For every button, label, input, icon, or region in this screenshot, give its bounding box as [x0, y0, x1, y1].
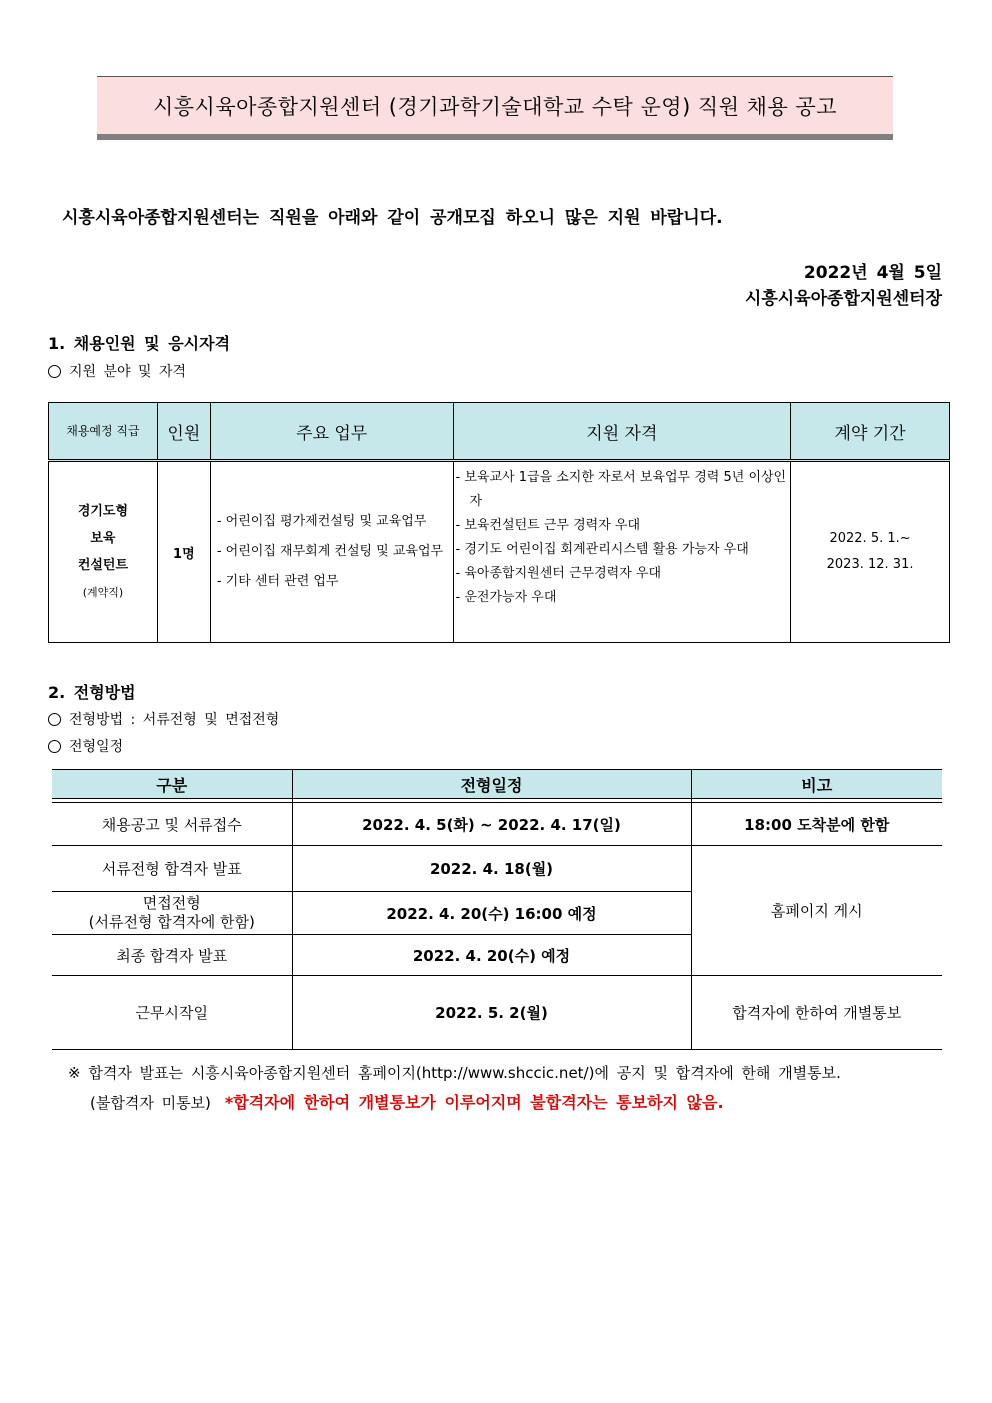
table-row: 최종 합격자 발표 2022. 4. 20(수) 예정: [52, 935, 942, 976]
header-qualifications: 지원 자격: [453, 403, 791, 461]
table-row: 채용공고 및 서류접수 2022. 4. 5(화) ~ 2022. 4. 17(일) 18:00 도착분에 한함: [52, 803, 942, 846]
section1-bullet: 지원 분야 및 자격: [48, 361, 186, 381]
recruitment-table: [48, 402, 950, 643]
list-item: - 보육교사 1급을 소지한 자로서 보육업무 경력 5년 이상인 자: [455, 470, 787, 509]
table-header-row: [49, 403, 950, 461]
header-schedule: 전형일정: [292, 770, 691, 799]
header-duties: 주요 업무: [210, 403, 453, 461]
header-remarks: 비고: [691, 770, 942, 799]
qualifications-cell: [453, 461, 791, 643]
section2-heading: 2. 전형방법: [48, 683, 136, 702]
header-period: 계약 기간: [791, 403, 950, 461]
circle-bullet-icon: [48, 713, 61, 726]
table-row: 서류전형 합격자 발표 2022. 4. 18(월) 홈페이지 게시: [52, 846, 942, 892]
list-item: - 보육컨설턴트 근무 경력자 우대: [455, 518, 641, 533]
header-category: 구분: [52, 770, 292, 799]
list-item: - 어린이집 평가제컨설팅 및 교육업무: [216, 514, 427, 529]
section2-bullet-schedule: 전형일정: [48, 736, 123, 756]
table-row: 근무시작일 2022. 5. 2(월) 합격자에 한하여 개별통보: [52, 976, 942, 1050]
header-position: 채용예정 직급: [49, 403, 158, 461]
duties-cell: [210, 461, 453, 643]
count-cell: 1명: [157, 461, 210, 643]
period-cell: 2022. 5. 1.~ 2023. 12. 31.: [791, 461, 950, 643]
note-rejected: (불합격자 미통보) *합격자에 한하여 개별통보가 이루어지며 불합격자는 통보하지 않음.: [90, 1093, 724, 1112]
list-item: - 육아종합지원센터 근무경력자 우대: [455, 566, 662, 581]
list-item: - 운전가능자 우대: [455, 590, 557, 605]
table-header-row: [52, 770, 942, 799]
notice-date: 2022년 4월 5일: [803, 263, 942, 283]
table-row: [49, 461, 950, 643]
position-cell: 경기도형 보육 컨설턴트 (계약직): [49, 461, 158, 643]
section1-heading: 1. 채용인원 및 응시자격: [48, 334, 231, 353]
list-item: - 어린이집 재무회계 컨설팅 및 교육업무: [216, 544, 444, 559]
note-announcement: ※ 합격자 발표는 시흥시육아종합지원센터 홈페이지(http://www.shccic.net/)에 공지 및 합격자에 한해 개별통보.: [68, 1064, 841, 1082]
warning-text: *합격자에 한하여 개별통보가 이루어지며 불합격자는 통보하지 않음.: [224, 1093, 724, 1112]
list-item: - 경기도 어린이집 회계관리시스템 활용 가능자 우대: [455, 542, 749, 557]
page-title: 시흥시육아종합지원센터 (경기과학기술대학교 수탁 운영) 직원 채용 공고: [97, 76, 893, 140]
issuer: 시흥시육아종합지원센터장: [744, 289, 942, 309]
header-count: 인원: [157, 403, 210, 461]
schedule-table: [52, 769, 942, 1050]
circle-bullet-icon: [48, 740, 61, 753]
intro-text: 시흥시육아종합지원센터는 직원을 아래와 같이 공개모집 하오니 많은 지원 바랍니다.: [62, 208, 723, 228]
table-row: 면접전형 (서류전형 합격자에 한함) 2022. 4. 20(수) 16:00 예정: [52, 892, 942, 935]
circle-bullet-icon: [48, 365, 61, 378]
list-item: - 기타 센터 관련 업무: [216, 574, 339, 589]
section2-bullet-method: 전형방법 : 서류전형 및 면접전형: [48, 709, 279, 729]
